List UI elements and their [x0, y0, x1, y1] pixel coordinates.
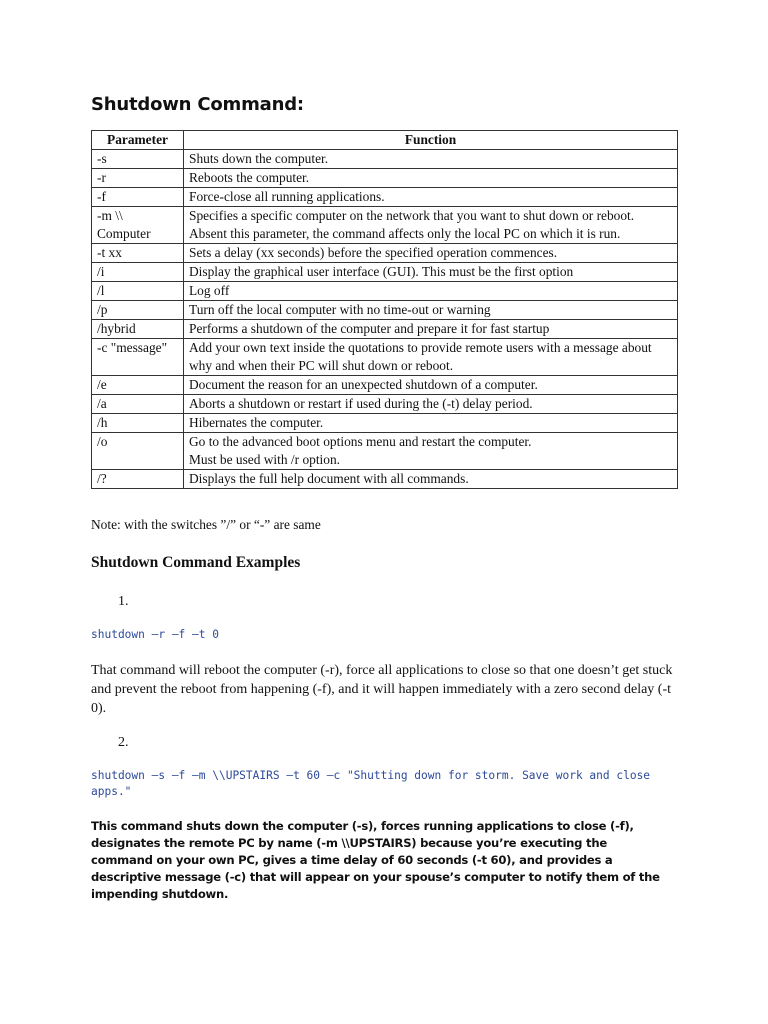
- parameter-cell: -c "message": [92, 339, 184, 376]
- parameter-cell: -s: [92, 150, 184, 169]
- function-cell: Document the reason for an unexpected shutdown of a computer.: [184, 376, 678, 395]
- table-row: [92, 433, 678, 470]
- table-row: [92, 470, 678, 489]
- parameter-cell: /e: [92, 376, 184, 395]
- examples-heading: Shutdown Command Examples: [91, 554, 301, 571]
- table-row: [92, 244, 678, 263]
- function-cell: Shuts down the computer.: [184, 150, 678, 169]
- function-cell: Display the graphical user interface (GUI). This must be the first option: [184, 263, 678, 282]
- function-cell: Go to the advanced boot options menu and restart the computer. Must be used with /r option.: [184, 433, 678, 470]
- table-row: [92, 188, 678, 207]
- parameter-cell: /l: [92, 282, 184, 301]
- example-code: shutdown –s –f –m \\UPSTAIRS –t 60 –c "Shutting down for storm. Save work and close apps.": [91, 769, 657, 798]
- table-header-row: [92, 131, 678, 150]
- function-cell: Sets a delay (xx seconds) before the specified operation commences.: [184, 244, 678, 263]
- table-row: [92, 207, 678, 244]
- parameter-cell: /hybrid: [92, 320, 184, 339]
- table-row: [92, 150, 678, 169]
- function-cell: Turn off the local computer with no time-out or warning: [184, 301, 678, 320]
- parameter-cell: -m \\ Computer: [92, 207, 184, 244]
- example-description: This command shuts down the computer (-s), forces running applications to close (-f), designates the remote PC by name (-m \\UPSTAIRS) because you’re executing the command on your own PC, gives a time delay of 60 seconds (-t 60), and provides a descriptive message (-c) that will appear on your spouse’s computer to notify them of the impending shutdown.: [91, 819, 660, 901]
- example-number: 1.: [118, 594, 129, 609]
- parameter-cell: /?: [92, 470, 184, 489]
- function-cell: Force-close all running applications.: [184, 188, 678, 207]
- parameter-cell: -f: [92, 188, 184, 207]
- switch-note: Note: with the switches ”/” or “-” are same: [91, 517, 321, 532]
- parameter-cell: /p: [92, 301, 184, 320]
- example-description: That command will reboot the computer (-r), force all applications to close so that one doesn’t get stuck and prevent the reboot from happening (-f), and it will happen immediately with a zero second delay (-t 0).: [91, 663, 673, 716]
- table-row: [92, 339, 678, 376]
- function-cell: Aborts a shutdown or restart if used during the (-t) delay period.: [184, 395, 678, 414]
- table-row: [92, 169, 678, 188]
- function-cell: Add your own text inside the quotations to provide remote users with a message about why and when their PC will shut down or reboot.: [184, 339, 678, 376]
- table-row: [92, 395, 678, 414]
- table-row: [92, 414, 678, 433]
- column-header-function: Function: [184, 131, 678, 150]
- example-code: shutdown –r –f –t 0: [91, 628, 219, 641]
- table-row: [92, 282, 678, 301]
- function-cell: Hibernates the computer.: [184, 414, 678, 433]
- parameter-cell: /o: [92, 433, 184, 470]
- table-row: [92, 263, 678, 282]
- function-cell: Specifies a specific computer on the network that you want to shut down or reboot. Absent this parameter, the command affects only the local PC on which it is run.: [184, 207, 678, 244]
- parameter-cell: /h: [92, 414, 184, 433]
- example-number: 2.: [118, 735, 129, 750]
- table-row: [92, 301, 678, 320]
- parameter-cell: /i: [92, 263, 184, 282]
- column-header-parameter: Parameter: [92, 131, 184, 150]
- function-cell: Log off: [184, 282, 678, 301]
- parameter-cell: /a: [92, 395, 184, 414]
- table-row: [92, 376, 678, 395]
- parameters-table: [91, 130, 678, 489]
- parameter-cell: -t xx: [92, 244, 184, 263]
- function-cell: Displays the full help document with all commands.: [184, 470, 678, 489]
- parameter-cell: -r: [92, 169, 184, 188]
- table-row: [92, 320, 678, 339]
- function-cell: Performs a shutdown of the computer and prepare it for fast startup: [184, 320, 678, 339]
- page-title: Shutdown Command:: [91, 94, 304, 115]
- function-cell: Reboots the computer.: [184, 169, 678, 188]
